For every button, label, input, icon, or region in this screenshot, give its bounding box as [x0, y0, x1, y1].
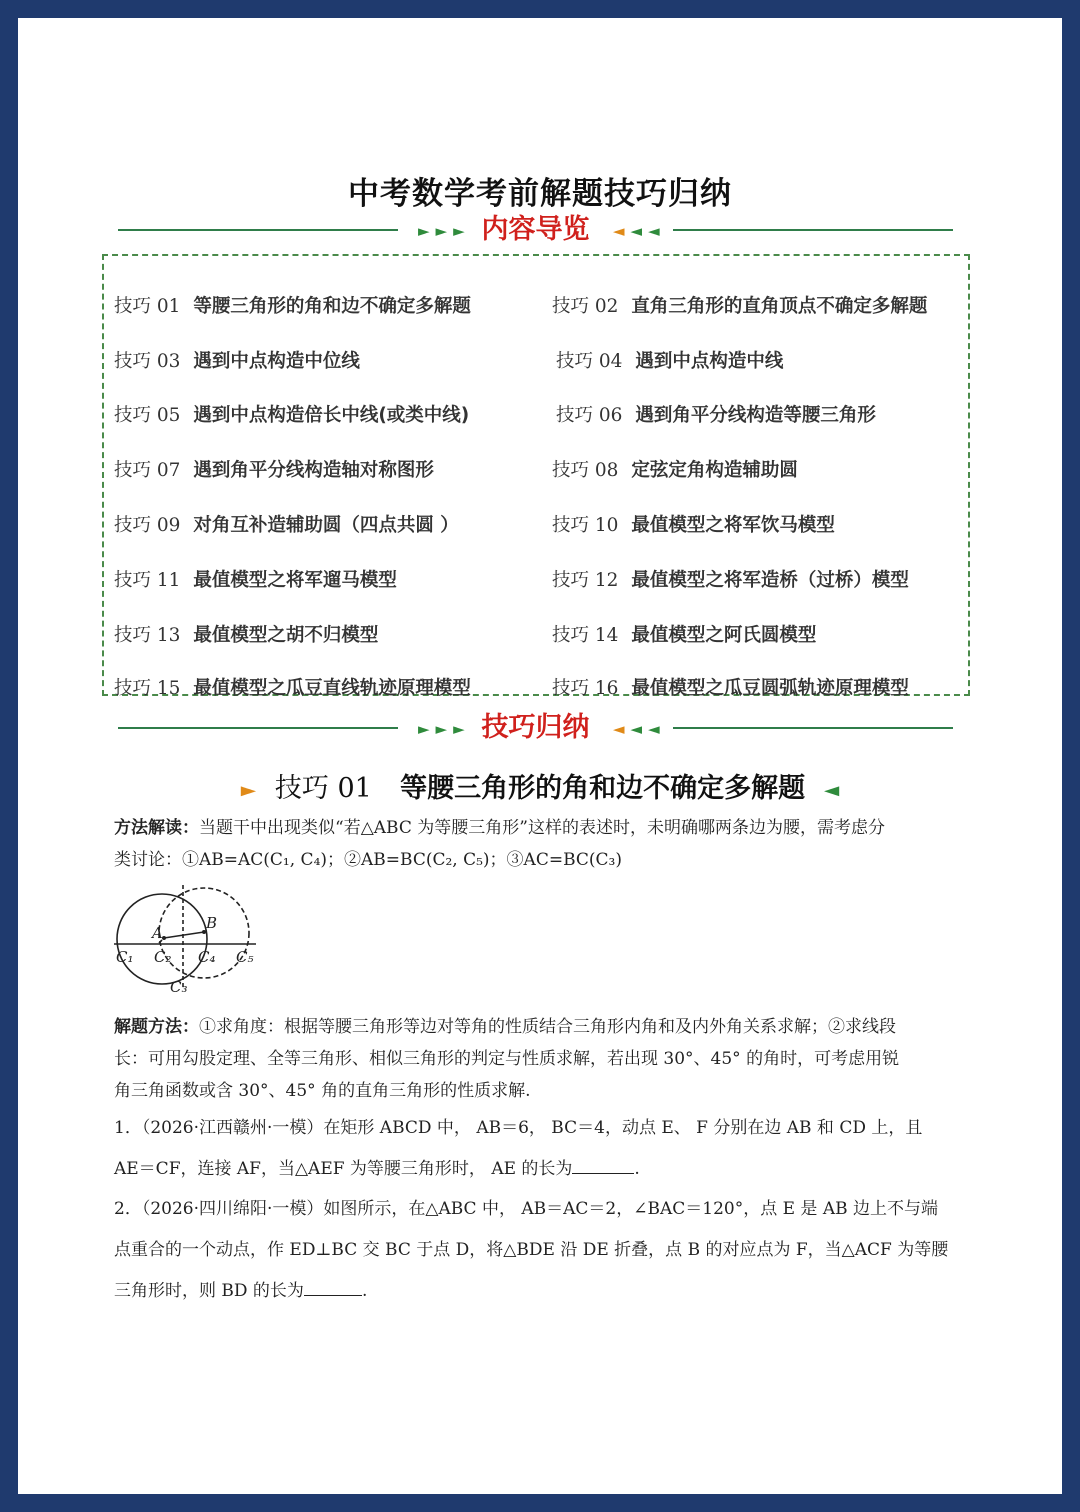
- toc-item[interactable]: 技巧 07 遇到角平分线构造轴对称图形: [114, 460, 434, 481]
- toc-item[interactable]: 技巧 04 遇到中点构造中线: [556, 351, 784, 372]
- page-title: 中考数学考前解题技巧归纳: [348, 176, 732, 212]
- section-title: ► 技巧 01 等腰三角形的角和边不确定多解题 ◄: [240, 773, 840, 804]
- left-arrows-icon: ◄◄◄: [613, 720, 666, 738]
- figure-label-a: A: [152, 924, 163, 942]
- question-2: 2．（2026·四川绵阳·一模）如图所示，在△ABC 中， AB＝AC＝2，∠BAC＝120°，点 E 是 AB 边上不与端 点重合的一个动点，作 ED⊥BC 交 BC 于点 D，将△BDE 沿 DE 折叠，点 B 的对应点为 F，当△ACF 为等腰 三角形时，则 BD 的长为 .: [114, 1199, 949, 1301]
- left-arrows-icon: ◄◄◄: [613, 222, 666, 240]
- toc-item[interactable]: 技巧 15 最值模型之瓜豆直线轨迹原理模型: [114, 678, 471, 699]
- solve-paragraph: 解题方法：①求角度：根据等腰三角形等边对等角的性质结合三角形内角和及内外角关系求解；②求线段 长：可用勾股定理、全等三角形、相似三角形的判定与性质求解，若出现 30°、45° 的角时，可考虑用锐 角三角函数或含 30°、45° 角的直角三角形的性质求解.: [114, 1017, 900, 1101]
- method-text: 类讨论：①AB=AC(C₁, C₄)；②AB=BC(C₂, C₅)；③AC=BC(C₃): [114, 850, 622, 870]
- right-triangle-icon: ►: [240, 777, 257, 802]
- right-arrows-icon: ►►►: [418, 720, 471, 738]
- figure-label-b: B: [206, 914, 218, 932]
- toc-item[interactable]: 技巧 02 直角三角形的直角顶点不确定多解题: [552, 296, 928, 317]
- figure-label-c5: C₅: [236, 948, 254, 966]
- banner-techniques: [118, 708, 953, 748]
- toc-item[interactable]: 技巧 14 最值模型之阿氏圆模型: [552, 625, 817, 646]
- toc-item[interactable]: 技巧 05 遇到中点构造倍长中线(或类中线): [114, 405, 470, 426]
- toc-item[interactable]: 技巧 09 对角互补造辅助圆（四点共圆 ）: [114, 515, 459, 536]
- method-label: 方法解读：: [114, 818, 199, 838]
- right-arrows-icon: ►►►: [418, 222, 471, 240]
- toc-item[interactable]: 技巧 10 最值模型之将军饮马模型: [552, 515, 835, 536]
- figure-label-c2: C₂: [154, 948, 172, 966]
- figure-label-c1: C₁: [116, 948, 134, 966]
- left-triangle-icon: ◄: [823, 777, 840, 802]
- banner-overview: [118, 210, 953, 250]
- banner-techniques-label: 技巧归纳: [481, 712, 590, 743]
- toc-box: [102, 254, 970, 699]
- document-page: [18, 18, 1062, 1494]
- method-text: 当题干中出现类似“若△ABC 为等腰三角形”这样的表述时，未明确哪两条边为腰，需考虑分: [199, 818, 885, 838]
- toc-item[interactable]: 技巧 11 最值模型之将军遛马模型: [114, 570, 397, 591]
- toc-item[interactable]: 技巧 08 定弦定角构造辅助圆: [552, 460, 798, 481]
- toc-item[interactable]: 技巧 01 等腰三角形的角和边不确定多解题: [114, 296, 471, 317]
- answer-blank[interactable]: [572, 1155, 634, 1174]
- figure-label-c3: C₃: [170, 978, 188, 996]
- question-1: 1．（2026·江西赣州·一模）在矩形 ABCD 中， AB＝6， BC＝4，动点 E、 F 分别在边 AB 和 CD 上，且 AE＝CF，连接 AF，当△AEF 为等腰三角形时， AE 的长为 .: [114, 1118, 923, 1179]
- toc-item[interactable]: 技巧 03 遇到中点构造中位线: [114, 351, 360, 372]
- answer-blank[interactable]: [304, 1277, 362, 1296]
- solve-label: 解题方法：: [114, 1017, 199, 1037]
- toc-item[interactable]: 技巧 13 最值模型之胡不归模型: [114, 625, 379, 646]
- toc-item[interactable]: 技巧 12 最值模型之将军造桥（过桥）模型: [552, 570, 909, 591]
- toc-item[interactable]: 技巧 16 最值模型之瓜豆圆弧轨迹原理模型: [552, 678, 909, 699]
- toc-item[interactable]: 技巧 06 遇到角平分线构造等腰三角形: [556, 405, 876, 426]
- figure-label-c4: C₄: [198, 948, 216, 966]
- method-paragraph: [114, 812, 974, 876]
- isosceles-construction-figure: [114, 880, 264, 1000]
- banner-overview-label: 内容导览: [481, 214, 590, 245]
